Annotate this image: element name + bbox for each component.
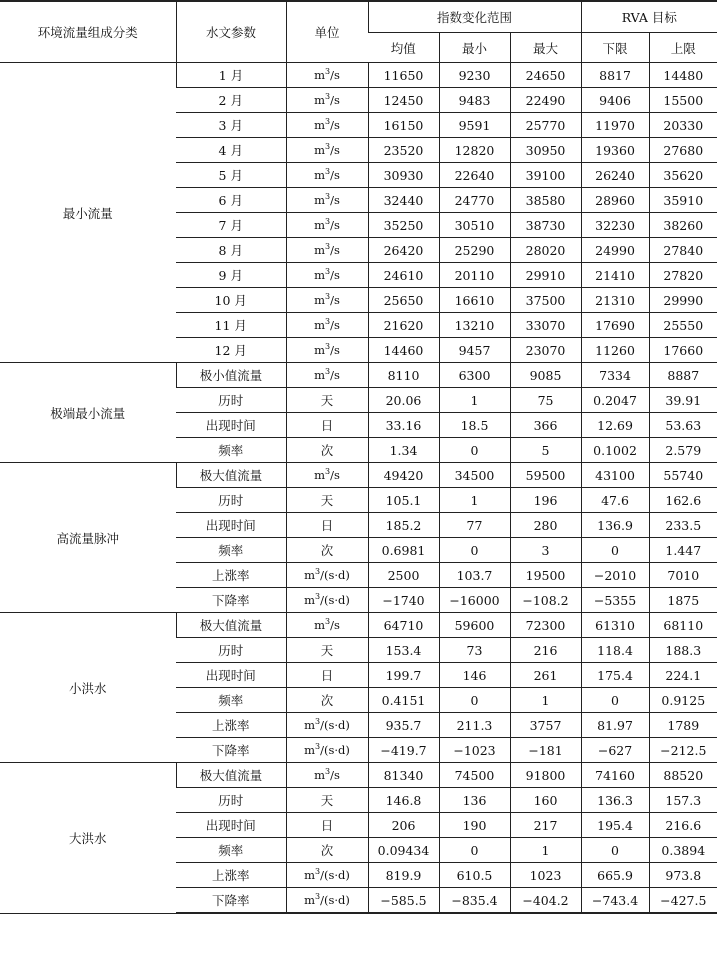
- max-cell: −181: [510, 738, 581, 763]
- parameter-cell: 上涨率: [176, 713, 286, 738]
- parameter-cell: 11 月: [176, 313, 286, 338]
- upper-cell: 14480: [649, 63, 717, 88]
- table-row: [0, 363, 717, 388]
- max-cell: 91800: [510, 763, 581, 788]
- min-cell: 9457: [439, 338, 510, 363]
- lower-cell: 7334: [581, 363, 649, 388]
- unit-cell: 日: [286, 663, 368, 688]
- mean-cell: 12450: [368, 88, 439, 113]
- min-cell: 211.3: [439, 713, 510, 738]
- unit-cell: 日: [286, 413, 368, 438]
- unit-cell: $m^3/s$: [286, 363, 368, 388]
- mean-cell: 2500: [368, 563, 439, 588]
- upper-cell: 88520: [649, 763, 717, 788]
- parameter-cell: 7 月: [176, 213, 286, 238]
- max-cell: 3: [510, 538, 581, 563]
- lower-cell: 0.2047: [581, 388, 649, 413]
- unit-cell: 次: [286, 688, 368, 713]
- header-parameter: 水文参数: [176, 1, 286, 63]
- lower-cell: 12.69: [581, 413, 649, 438]
- unit-cell: $m^3/s$: [286, 763, 368, 788]
- header-rva-group: RVA 目标: [581, 1, 717, 33]
- header-lower: 下限: [581, 33, 649, 63]
- min-cell: 9591: [439, 113, 510, 138]
- max-cell: 1023: [510, 863, 581, 888]
- parameter-cell: 下降率: [176, 588, 286, 613]
- unit-cell: 次: [286, 838, 368, 863]
- unit-cell: $m^3/(s\cdot d)$: [286, 713, 368, 738]
- unit-cell: $m^3/(s\cdot d)$: [286, 863, 368, 888]
- mean-cell: 26420: [368, 238, 439, 263]
- lower-cell: 47.6: [581, 488, 649, 513]
- parameter-cell: 8 月: [176, 238, 286, 263]
- upper-cell: 27680: [649, 138, 717, 163]
- parameter-cell: 上涨率: [176, 563, 286, 588]
- max-cell: 1: [510, 688, 581, 713]
- mean-cell: 33.16: [368, 413, 439, 438]
- min-cell: 0: [439, 538, 510, 563]
- parameter-cell: 4 月: [176, 138, 286, 163]
- upper-cell: 973.8: [649, 863, 717, 888]
- max-cell: 3757: [510, 713, 581, 738]
- upper-cell: 8887: [649, 363, 717, 388]
- upper-cell: 233.5: [649, 513, 717, 538]
- parameter-cell: 2 月: [176, 88, 286, 113]
- min-cell: −16000: [439, 588, 510, 613]
- unit-cell: $m^3/s$: [286, 238, 368, 263]
- max-cell: −108.2: [510, 588, 581, 613]
- parameter-cell: 极大值流量: [176, 463, 286, 488]
- unit-cell: $m^3/s$: [286, 313, 368, 338]
- parameter-cell: 10 月: [176, 288, 286, 313]
- min-cell: 13210: [439, 313, 510, 338]
- min-cell: 22640: [439, 163, 510, 188]
- table-row: [0, 463, 717, 488]
- min-cell: 18.5: [439, 413, 510, 438]
- header-mean: 均值: [368, 33, 439, 63]
- mean-cell: 25650: [368, 288, 439, 313]
- mean-cell: 0.09434: [368, 838, 439, 863]
- max-cell: 366: [510, 413, 581, 438]
- mean-cell: 81340: [368, 763, 439, 788]
- lower-cell: −5355: [581, 588, 649, 613]
- parameter-cell: 出现时间: [176, 513, 286, 538]
- min-cell: 190: [439, 813, 510, 838]
- upper-cell: 55740: [649, 463, 717, 488]
- mean-cell: 1.34: [368, 438, 439, 463]
- max-cell: 72300: [510, 613, 581, 638]
- lower-cell: 11970: [581, 113, 649, 138]
- mean-cell: 30930: [368, 163, 439, 188]
- max-cell: 38580: [510, 188, 581, 213]
- lower-cell: 118.4: [581, 638, 649, 663]
- lower-cell: −627: [581, 738, 649, 763]
- lower-cell: 0: [581, 838, 649, 863]
- upper-cell: 53.63: [649, 413, 717, 438]
- parameter-cell: 上涨率: [176, 863, 286, 888]
- min-cell: 30510: [439, 213, 510, 238]
- upper-cell: 1.447: [649, 538, 717, 563]
- upper-cell: −427.5: [649, 888, 717, 914]
- header-unit: 单位: [286, 1, 368, 63]
- unit-cell: $m^3/s$: [286, 63, 368, 88]
- min-cell: 0: [439, 688, 510, 713]
- max-cell: 29910: [510, 263, 581, 288]
- unit-cell: $m^3/s$: [286, 288, 368, 313]
- lower-cell: 11260: [581, 338, 649, 363]
- min-cell: 103.7: [439, 563, 510, 588]
- upper-cell: 224.1: [649, 663, 717, 688]
- max-cell: 30950: [510, 138, 581, 163]
- upper-cell: 2.579: [649, 438, 717, 463]
- parameter-cell: 历时: [176, 488, 286, 513]
- mean-cell: −419.7: [368, 738, 439, 763]
- mean-cell: 8110: [368, 363, 439, 388]
- unit-cell: $m^3/(s\cdot d)$: [286, 563, 368, 588]
- max-cell: 9085: [510, 363, 581, 388]
- parameter-cell: 极大值流量: [176, 763, 286, 788]
- lower-cell: 0: [581, 688, 649, 713]
- mean-cell: 0.6981: [368, 538, 439, 563]
- parameter-cell: 9 月: [176, 263, 286, 288]
- unit-cell: $m^3/s$: [286, 113, 368, 138]
- upper-cell: 35620: [649, 163, 717, 188]
- parameter-cell: 下降率: [176, 888, 286, 914]
- unit-cell: $m^3/s$: [286, 213, 368, 238]
- header-upper: 上限: [649, 33, 717, 63]
- unit-cell: $m^3/s$: [286, 188, 368, 213]
- parameter-cell: 3 月: [176, 113, 286, 138]
- unit-cell: $m^3/(s\cdot d)$: [286, 738, 368, 763]
- parameter-cell: 出现时间: [176, 663, 286, 688]
- mean-cell: 185.2: [368, 513, 439, 538]
- lower-cell: 665.9: [581, 863, 649, 888]
- lower-cell: 21410: [581, 263, 649, 288]
- min-cell: 24770: [439, 188, 510, 213]
- upper-cell: 188.3: [649, 638, 717, 663]
- upper-cell: 162.6: [649, 488, 717, 513]
- header-category: 环境流量组成分类: [0, 1, 176, 63]
- header-max: 最大: [510, 33, 581, 63]
- lower-cell: 175.4: [581, 663, 649, 688]
- min-cell: 1: [439, 388, 510, 413]
- lower-cell: 81.97: [581, 713, 649, 738]
- mean-cell: 146.8: [368, 788, 439, 813]
- parameter-cell: 历时: [176, 788, 286, 813]
- mean-cell: 49420: [368, 463, 439, 488]
- lower-cell: 19360: [581, 138, 649, 163]
- parameter-cell: 下降率: [176, 738, 286, 763]
- upper-cell: 216.6: [649, 813, 717, 838]
- min-cell: 610.5: [439, 863, 510, 888]
- mean-cell: 199.7: [368, 663, 439, 688]
- upper-cell: 0.3894: [649, 838, 717, 863]
- min-cell: 34500: [439, 463, 510, 488]
- lower-cell: 136.3: [581, 788, 649, 813]
- max-cell: 160: [510, 788, 581, 813]
- table-row: [0, 613, 717, 638]
- parameter-cell: 出现时间: [176, 813, 286, 838]
- mean-cell: −1740: [368, 588, 439, 613]
- lower-cell: 28960: [581, 188, 649, 213]
- max-cell: 39100: [510, 163, 581, 188]
- mean-cell: 206: [368, 813, 439, 838]
- max-cell: 59500: [510, 463, 581, 488]
- min-cell: 136: [439, 788, 510, 813]
- upper-cell: 27820: [649, 263, 717, 288]
- upper-cell: 17660: [649, 338, 717, 363]
- unit-cell: 日: [286, 513, 368, 538]
- upper-cell: −212.5: [649, 738, 717, 763]
- mean-cell: 20.06: [368, 388, 439, 413]
- parameter-cell: 频率: [176, 838, 286, 863]
- min-cell: 146: [439, 663, 510, 688]
- unit-cell: $m^3/s$: [286, 263, 368, 288]
- min-cell: 74500: [439, 763, 510, 788]
- parameter-cell: 极小值流量: [176, 363, 286, 388]
- max-cell: 1: [510, 838, 581, 863]
- unit-cell: 天: [286, 488, 368, 513]
- unit-cell: $m^3/s$: [286, 338, 368, 363]
- lower-cell: 9406: [581, 88, 649, 113]
- upper-cell: 15500: [649, 88, 717, 113]
- parameter-cell: 频率: [176, 688, 286, 713]
- min-cell: 1: [439, 488, 510, 513]
- upper-cell: 39.91: [649, 388, 717, 413]
- max-cell: 280: [510, 513, 581, 538]
- mean-cell: 35250: [368, 213, 439, 238]
- parameter-cell: 历时: [176, 638, 286, 663]
- lower-cell: 74160: [581, 763, 649, 788]
- mean-cell: 16150: [368, 113, 439, 138]
- lower-cell: −743.4: [581, 888, 649, 914]
- max-cell: 33070: [510, 313, 581, 338]
- upper-cell: 1875: [649, 588, 717, 613]
- max-cell: 28020: [510, 238, 581, 263]
- min-cell: 25290: [439, 238, 510, 263]
- min-cell: 9230: [439, 63, 510, 88]
- parameter-cell: 频率: [176, 538, 286, 563]
- unit-cell: 次: [286, 438, 368, 463]
- mean-cell: 64710: [368, 613, 439, 638]
- unit-cell: 天: [286, 638, 368, 663]
- max-cell: 5: [510, 438, 581, 463]
- parameter-cell: 1 月: [176, 63, 286, 88]
- parameter-cell: 频率: [176, 438, 286, 463]
- mean-cell: 11650: [368, 63, 439, 88]
- lower-cell: 24990: [581, 238, 649, 263]
- category-cell: 大洪水: [0, 763, 176, 914]
- unit-cell: $m^3/s$: [286, 613, 368, 638]
- max-cell: 25770: [510, 113, 581, 138]
- max-cell: 19500: [510, 563, 581, 588]
- upper-cell: 25550: [649, 313, 717, 338]
- mean-cell: 21620: [368, 313, 439, 338]
- min-cell: −835.4: [439, 888, 510, 914]
- unit-cell: $m^3/(s\cdot d)$: [286, 888, 368, 914]
- mean-cell: 24610: [368, 263, 439, 288]
- upper-cell: 7010: [649, 563, 717, 588]
- min-cell: 6300: [439, 363, 510, 388]
- header-min: 最小: [439, 33, 510, 63]
- mean-cell: 0.4151: [368, 688, 439, 713]
- min-cell: 77: [439, 513, 510, 538]
- lower-cell: −2010: [581, 563, 649, 588]
- max-cell: 24650: [510, 63, 581, 88]
- upper-cell: 27840: [649, 238, 717, 263]
- header-range-group: 指数变化范围: [368, 1, 581, 33]
- min-cell: 12820: [439, 138, 510, 163]
- lower-cell: 136.9: [581, 513, 649, 538]
- unit-cell: $m^3/(s\cdot d)$: [286, 588, 368, 613]
- category-cell: 最小流量: [0, 63, 176, 363]
- category-cell: 极端最小流量: [0, 363, 176, 463]
- upper-cell: 20330: [649, 113, 717, 138]
- mean-cell: 32440: [368, 188, 439, 213]
- table-row: [0, 63, 717, 88]
- lower-cell: 61310: [581, 613, 649, 638]
- min-cell: 0: [439, 438, 510, 463]
- parameter-cell: 极大值流量: [176, 613, 286, 638]
- mean-cell: 935.7: [368, 713, 439, 738]
- mean-cell: 14460: [368, 338, 439, 363]
- lower-cell: 0: [581, 538, 649, 563]
- lower-cell: 21310: [581, 288, 649, 313]
- mean-cell: 819.9: [368, 863, 439, 888]
- upper-cell: 1789: [649, 713, 717, 738]
- parameter-cell: 5 月: [176, 163, 286, 188]
- mean-cell: 105.1: [368, 488, 439, 513]
- upper-cell: 38260: [649, 213, 717, 238]
- unit-cell: $m^3/s$: [286, 88, 368, 113]
- lower-cell: 26240: [581, 163, 649, 188]
- min-cell: 16610: [439, 288, 510, 313]
- category-cell: 高流量脉冲: [0, 463, 176, 613]
- mean-cell: 23520: [368, 138, 439, 163]
- upper-cell: 29990: [649, 288, 717, 313]
- lower-cell: 8817: [581, 63, 649, 88]
- max-cell: 216: [510, 638, 581, 663]
- parameter-cell: 出现时间: [176, 413, 286, 438]
- mean-cell: −585.5: [368, 888, 439, 914]
- unit-cell: $m^3/s$: [286, 138, 368, 163]
- parameter-cell: 历时: [176, 388, 286, 413]
- mean-cell: 153.4: [368, 638, 439, 663]
- lower-cell: 17690: [581, 313, 649, 338]
- upper-cell: 68110: [649, 613, 717, 638]
- lower-cell: 0.1002: [581, 438, 649, 463]
- min-cell: 73: [439, 638, 510, 663]
- unit-cell: $m^3/s$: [286, 163, 368, 188]
- max-cell: 217: [510, 813, 581, 838]
- category-cell: 小洪水: [0, 613, 176, 763]
- max-cell: 196: [510, 488, 581, 513]
- min-cell: 9483: [439, 88, 510, 113]
- max-cell: 23070: [510, 338, 581, 363]
- min-cell: 59600: [439, 613, 510, 638]
- upper-cell: 0.9125: [649, 688, 717, 713]
- table-row: [0, 763, 717, 788]
- parameter-cell: 6 月: [176, 188, 286, 213]
- max-cell: 38730: [510, 213, 581, 238]
- lower-cell: 32230: [581, 213, 649, 238]
- table-body: [0, 63, 717, 914]
- unit-cell: 天: [286, 388, 368, 413]
- min-cell: 20110: [439, 263, 510, 288]
- unit-cell: 次: [286, 538, 368, 563]
- max-cell: 22490: [510, 88, 581, 113]
- upper-cell: 35910: [649, 188, 717, 213]
- max-cell: −404.2: [510, 888, 581, 914]
- lower-cell: 43100: [581, 463, 649, 488]
- unit-cell: $m^3/s$: [286, 463, 368, 488]
- parameter-cell: 12 月: [176, 338, 286, 363]
- max-cell: 37500: [510, 288, 581, 313]
- max-cell: 261: [510, 663, 581, 688]
- unit-cell: 日: [286, 813, 368, 838]
- lower-cell: 195.4: [581, 813, 649, 838]
- max-cell: 75: [510, 388, 581, 413]
- min-cell: −1023: [439, 738, 510, 763]
- min-cell: 0: [439, 838, 510, 863]
- unit-cell: 天: [286, 788, 368, 813]
- upper-cell: 157.3: [649, 788, 717, 813]
